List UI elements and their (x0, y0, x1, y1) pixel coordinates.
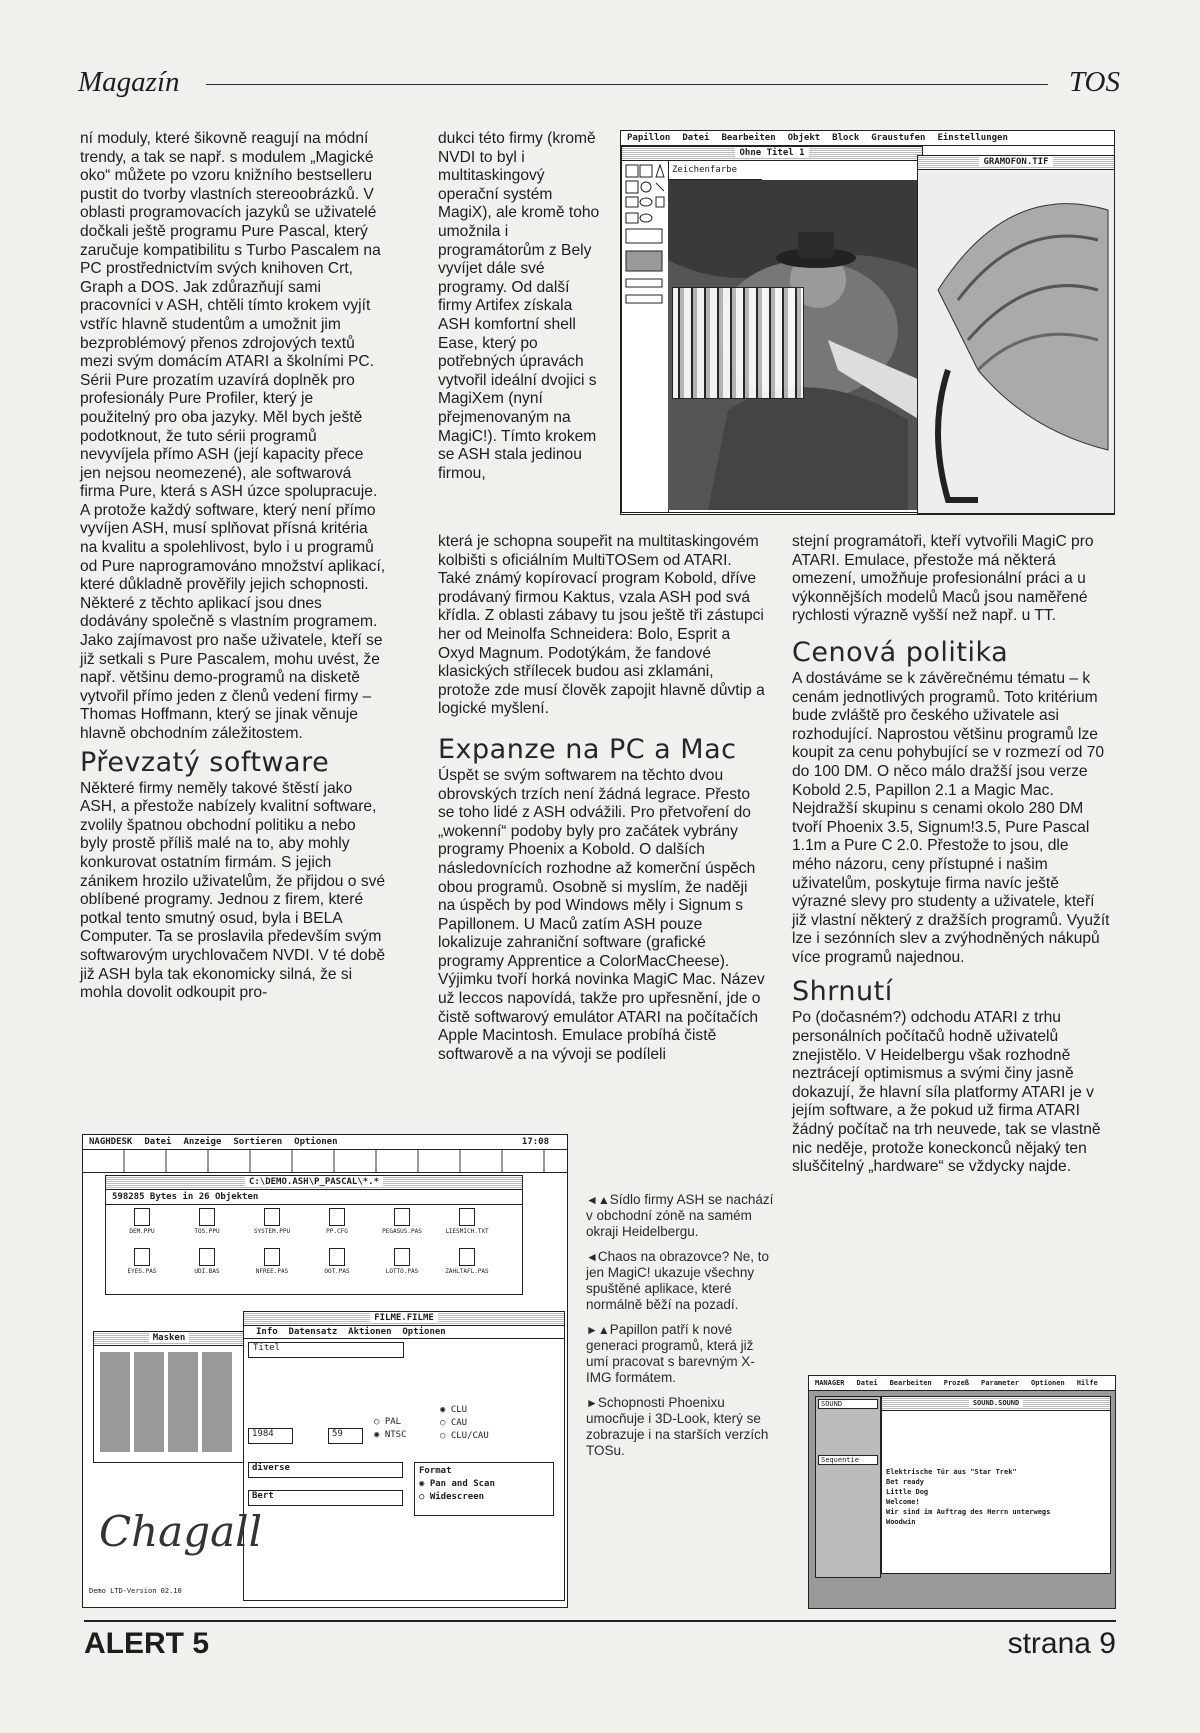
video-system-options: ○ PAL ◉ NTSC (374, 1417, 407, 1440)
caption-2: ◄Chaos na obrazovce? Ne, to jen MagiC! ukazuje všechny spuštěné aplikace, které normálně běží na pozadí. (586, 1249, 769, 1312)
article-paragraph: Úspět se svým softwarem na těchto dvou obrovských trzích není žádná legrace. Přesto se toho lidé z ASH odvážili. Pro přetvoření do „wokenní“ podoby byly pro začátek vybrány programy Phoenix a Kobold. O dalších následovnících rozhodne až komerční úspěch obou programů. Osobně si myslím, že naději na úspěch by pod Windows měly i Signum s Papillonem. U Maců zatím ASH pouze lokalizuje zahraniční software (grafické programy Apprentice a ColorMacCheese). Výjimku tvoří horká novinka MagiC Mac. Název už leccos napovídá, takže pro upřesnění, jde o čistě softwarový emulátor ATARI na počítačích Apple Macintosh. Emulace probíhá čistě softwarově a na vývoji se podíleli (438, 766, 765, 1063)
menu-anzeige: Anzeige (183, 1137, 222, 1147)
sound-list (886, 1467, 1050, 1527)
papillon-screenshot (620, 130, 1115, 515)
image-title-bar: GRAMOFON.TIF (918, 156, 1114, 170)
gramofon-window (917, 155, 1115, 514)
sound-window (881, 1396, 1111, 1574)
file-icon[interactable] (435, 1248, 499, 1275)
menu-datei: Datei (682, 133, 710, 143)
papillon-doc-window (621, 146, 923, 513)
column-2 (438, 533, 768, 1064)
file-icon[interactable] (240, 1208, 304, 1235)
tool-palette (622, 161, 669, 512)
side-label-sequentie: Sequentie (818, 1455, 878, 1465)
filme-window (243, 1311, 565, 1601)
path-title-bar: C:\DEMO.ASH\P_PASCAL\*.* (106, 1176, 522, 1190)
file-icon[interactable] (305, 1248, 369, 1275)
column-3 (792, 533, 1110, 1177)
file-name: LIESMICH.TXT (445, 1228, 489, 1235)
diverse-field[interactable]: diverse (248, 1462, 403, 1478)
caption-1: ◄▲Sídlo firmy ASH se nachází v obchodní zóně na samém okraji Heidelbergu. (586, 1192, 774, 1239)
footer-rule (84, 1620, 1116, 1622)
format-box: Format ◉ Pan and Scan ○ Widescreen (414, 1462, 554, 1516)
menu-sortieren: Sortieren (233, 1137, 283, 1147)
masken-title-bar: Masken (94, 1332, 244, 1346)
file-icon[interactable] (305, 1208, 369, 1235)
topic-title: TOS (1068, 66, 1120, 98)
figure-captions (586, 1192, 776, 1468)
menu-datei: Datei (856, 1379, 878, 1387)
chagall-logo: Chagall (99, 1507, 263, 1556)
phoenix-screenshot (808, 1375, 1116, 1609)
papillon-menubar (621, 131, 1114, 146)
column-1 (80, 130, 386, 1003)
magic-menubar (83, 1135, 567, 1150)
masken-window (93, 1331, 245, 1463)
filme-menubar (244, 1326, 564, 1339)
mask-icons (100, 1352, 236, 1452)
file-name: TOS.PPU (194, 1228, 220, 1235)
side-label-sound: SOUND (818, 1399, 878, 1409)
clu-options: ◉ CLU ○ CAU ○ CLU/CAU (440, 1405, 489, 1441)
menu-datensatz: Datensatz (288, 1327, 338, 1337)
titel-field[interactable]: Titel (248, 1342, 404, 1358)
sound-list-item[interactable]: Elektrische Tür aus "Star Trek" (886, 1468, 1017, 1476)
clock: 17:08 (521, 1137, 549, 1147)
file-icon[interactable] (110, 1208, 174, 1235)
besetzung-field[interactable]: Bert (248, 1490, 403, 1506)
heading-expanze: Expanze na PC a Mac (438, 733, 737, 765)
file-name: PP.CFG (326, 1228, 348, 1235)
menu-papillon: Papillon (627, 133, 671, 143)
menu-einstellungen: Einstellungen (937, 133, 1008, 143)
menu-hilfe: Hilfe (1076, 1379, 1098, 1387)
version-label: Demo LTD-Version 02.10 (89, 1587, 182, 1595)
doc-title-bar: Ohne Titel 1 (622, 147, 922, 161)
menu-manager: MANAGER (815, 1379, 845, 1387)
article-paragraph: dukci této firmy (kromě NVDI to byl i multitaskingový operační systém MagiX), ale kromě toho umožnila i programátorům z Bely vyvíjet dále své programy. Od další firmy Artifex získala ASH komfortní shell Ease, který po potřebných úpravách vytvořil ideální dvojici s MagiXem (nyní přejmenovaným na MagiC!). Tímto krokem se ASH stala jedinou firmou, (438, 130, 600, 482)
file-icon[interactable] (175, 1208, 239, 1235)
file-name: DEM.PPU (129, 1228, 155, 1235)
menu-bearbeiten: Bearbeiten (721, 133, 776, 143)
article-paragraph: ní moduly, které šikovně reagují na módní trendy, a tak se např. s modulem „Magické oko“ můžete po vzoru knižního bestselleru pustit do tvorby vlastních stereoobrázků. V oblasti programovacích jazyků se uživatelé dočkali ještě programu Pure Pascal, který zaručuje kompatibilitu s Turbo Pascalem na PC prostřednictvím svých knihoven Crt, Graph a DOS. Jak zdůrazňují sami pracovníci v ASH, chtěli tímto krokem vyjít vstříc hlavně studentům a umožnit jim bezproblémový přenos zdrojových textů mezi svým domácím ATARI a školními PC. Sérii Pure prozatím uzavírá doplněk pro profesionály Pure Profiler, který je použitelný pro oba jazyky. Měl bych ještě podotknout, že tuto sérii programů nevyvíjela přímo ASH (její kapacity přece jen nejsou neomezené), ale softwarová firma Pure, která s ASH úzce spolupracuje. A protože každý software, který není přímo vyvíjen ASH, musí splňovat přísná kritéria na kvalitu a spolehlivost, bylo i u programů od Pure naprogramováno množství aplikací, které důkladně prověřily jejich schopnosti. Některé z těchto aplikací jsou dnes dodávány společně s vlastním programem. Jako zajímavost pro naše uživatele, kteří se již setkali s Pure Pascalem, mohu uvést, že např. většinu demo-programů na disketě vytvořil přímo jeden z členů vedení firmy – Thomas Hoffmann, který se jinak věnuje hlavně obchodním záležitostem. (80, 130, 386, 742)
menu-block: Block (832, 133, 860, 143)
file-icon[interactable] (370, 1208, 434, 1235)
dir-info: 598285 Bytes in 26 Objekten (106, 1190, 522, 1205)
heading-shrnuti: Shrnutí (792, 976, 893, 1008)
article-paragraph: Po (dočasném?) odchodu ATARI z trhu personálních počítačů hodně uživatelů znejistělo. V Heidelbergu však rozhodně neztrácejí optimismus a svými činy jasně dokazují, že hlavní síla platformy ATARI je v jejím software, a že pokud už firma ATARI žádný počítač na trh neuvede, tak se vlastně nic neděje, protože koneckonců nějaký ten sluščitelný „hardware“ se vždycky najde. (792, 1009, 1101, 1176)
minutes-field[interactable]: 59 (328, 1428, 363, 1444)
sound-title-bar: SOUND.SOUND (882, 1397, 1110, 1411)
file-icon[interactable] (435, 1208, 499, 1235)
menu-optionen: Optionen (402, 1327, 446, 1337)
menu-bearbeiten: Bearbeiten (889, 1379, 932, 1387)
article-paragraph: stejní programátoři, kteří vytvořili MagiC pro ATARI. Emulace, přestože má některá omezení, umožňuje profesionální práci a u výkonnějších modelů Maců jsou naměřené rychlosti výrazně vyšší než např. u TT. (792, 533, 1094, 625)
sound-list-item[interactable]: Welcome! (886, 1498, 920, 1506)
color-palette (672, 287, 804, 399)
caption-3: ►▲Papillon patří k nové generaci programů, která již umí pracovat s barevným X-IMG formátem. (586, 1322, 755, 1385)
menu-info: Info (256, 1327, 278, 1337)
menu-naghdesk: NAGHDESK (89, 1137, 133, 1147)
file-name: PEGASUS.PAS (382, 1228, 422, 1235)
file-icon[interactable] (240, 1248, 304, 1275)
article-paragraph: A dostáváme se k závěrečnému tématu – k cenám jednotlivých programů. Toto kritérium bude zvláště pro českého uživatele asi rozhodující. Naprostou většinu programů lze koupit za cenu pohybující se v rozmezí od 70 do 100 DM. O něco málo dražší jsou verze Kobold 2.5, Papillon 2.1 a Magic Mac. Nejdražší skupinu s cenami okolo 280 DM tvoří Phoenix 3.5, Signum!3.5, Pure Pascal 1.1m a Pure C 2.0. Přestože to jsou, dle mého názoru, ceny přístupné i našim uživatelům, poskytuje firma navíc ještě výrazné slevy pro studenty a uživatele, kteří již vlastní některý z dražších programů. Využít lze i sezónních slev a zvýhodněných nákupů více programů najednou. (792, 669, 1110, 966)
drive-icons-bar (83, 1150, 567, 1173)
menu-objekt: Objekt (787, 133, 821, 143)
menu-parameter: Parameter (981, 1379, 1019, 1387)
file-icon[interactable] (175, 1248, 239, 1275)
file-name: UDI.BAS (194, 1268, 220, 1275)
directory-window (105, 1175, 523, 1295)
file-grid (110, 1208, 500, 1292)
file-name: SYSTEM.PPU (253, 1228, 291, 1235)
gramophone-image (918, 170, 1114, 513)
article-paragraph: která je schopna soupeřit na multitaskingovém kolbišti s oficiálním MultiTOSem od ATARI. Také známý kopírovací program Kobold, dříve prodávaný firmou Kaktus, vzala ASH pod svá křídla. Z oblasti zábavy tu jsou ještě tři zástupci her od Meinolfa Schneidera: Bolo, Esprit a Oxyd Magnum. Podotýkám, že fandové klasických střílecek budou asi zklamáni, protože zde musí člověk zapojit hlavně důvtip a logické myšlení. (438, 533, 765, 718)
magazine-issue: ALERT 5 (84, 1627, 210, 1660)
phoenix-side-panel (815, 1396, 881, 1578)
menu-graustufen: Graustufen (871, 133, 926, 143)
menu-optionen: Optionen (294, 1137, 338, 1147)
caption-4: ►Schopnosti Phoenixu umocňuje i 3D-Look, který se zobrazuje i na starších verzích TOSu. (586, 1395, 769, 1458)
section-title: Magazín (78, 66, 180, 98)
file-name: EYES.PAS (127, 1268, 157, 1275)
phoenix-menubar (809, 1376, 1115, 1391)
magic-desktop-screenshot (82, 1134, 568, 1608)
file-name: OOT.PAS (324, 1268, 350, 1275)
menu-aktionen: Aktionen (348, 1327, 392, 1337)
tool-icons (622, 161, 668, 461)
menu-datei: Datei (144, 1137, 172, 1147)
sound-list-item[interactable]: Bet ready (886, 1478, 924, 1486)
header-rule (206, 84, 1048, 85)
sound-list-item[interactable]: Little Dog (886, 1488, 929, 1496)
menu-optionen: Optionen (1030, 1379, 1065, 1387)
article-paragraph: Některé firmy neměly takové štěstí jako ASH, a přestože nabízely kvalitní software, zvolily špatnou obchodní politiku a nebo byly prostě příliš malé na to, aby mohly konkurovat ostatním firmám. S jejich zánikem hrozilo uživatelům, že přijdou o své oblíbené programy. Jednou z firem, které potkal tento smutný osud, byla i BELA Computer. Ta se proslavila především svým softwarovým urychlovačem NVDI. V té době již ASH byla tak ekonomicky silná, že si mohla dovolit odkoupit pro- (80, 779, 386, 1002)
page-number: strana 9 (1007, 1627, 1116, 1660)
year-field[interactable]: 1984 (248, 1428, 293, 1444)
filme-title-bar: FILME.FILME (244, 1312, 564, 1326)
file-name: NFREE.PAS (255, 1268, 289, 1275)
menu-prozess: Prozeß (943, 1379, 970, 1387)
zeichenfarbe-label: Zeichenfarbe (668, 161, 762, 180)
file-icon[interactable] (370, 1248, 434, 1275)
sound-list-item[interactable]: Wir sind im Auftrag des Herrn unterwegs (886, 1508, 1051, 1516)
column-2-top (438, 130, 606, 483)
heading-prevzaty-software: Převzatý software (80, 746, 330, 778)
file-name: ZAHLTAFL.PAS (445, 1268, 489, 1275)
file-name: LOTTO.PAS (385, 1268, 419, 1275)
file-icon[interactable] (110, 1248, 174, 1275)
sound-list-item[interactable]: Woodwin (886, 1518, 916, 1526)
heading-cenova-politika: Cenová politika (792, 636, 1009, 668)
